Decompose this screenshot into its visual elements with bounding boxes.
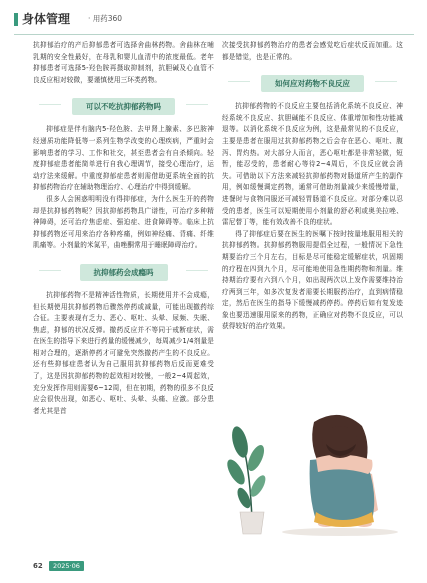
right-paragraph-2: 抗抑郁药物的不良反应主要包括消化系统不良反应、神经系统不良反应、抗胆碱能不良反应、体重增加和性功能减退等。以消化系统不良反应为例，这是最常见的不良反应，主要是患者在服用过抗抑郁药物之后会存在恶心、呕吐、腹泻、胃灼热。对大部分人而言，恶心呕吐都是非常轻微，短暂，能忍受的，患者耐心等待2~4周后，不良反应就会消失。可借助以下方法来减轻抗抑郁药物对肠道所产生的副作用，例如缓慢调定药物，通常可借助剂量减少来缓慢增量，进餐时与食物同服还可减轻胃肠道不良反应。对部分难以忍受的患者，医生可以短期使用小剂量的舒必利或奥美拉唑、雷尼替丁等，能有效改善不良的症状。 [222, 102, 403, 227]
plant-icon [224, 425, 269, 534]
section-heading-3 [222, 71, 403, 93]
woman-figure [310, 415, 378, 527]
column-subtitle: · 用药360 [88, 14, 123, 23]
left-paragraph-3: 很多人会困惑明明没有得抑郁症，为什么医生开的药物却是抗抑郁药物呢？因抗抑郁药物具广谱性，可治疗多种精神障碍，还可治疗焦虑症、强迫症、进食障碍等。临床上抗抑郁药物还可用来治疗各种疼痛，例如神经痛、背痛、纤维肌痛等。小剂量的米氮平，曲唑酮常用于睡眠障碍治疗。 [33, 194, 214, 250]
heading-decor-line [186, 104, 208, 105]
left-paragraph-2: 抑郁症是伴有脑内5-羟色胺、去甲肾上腺素、多巴胺神经递质功能降低等一系列生物学改变的心理疾病，严重时会影响患者的学习、工作和社交，甚至患者会有自杀倾向。轻度抑郁症患者能简单进行自我心理调节，接受心理治疗，运动疗法来缓解。中重度抑郁症患者则需借助更系统全面的抗抑郁药物治疗在辅助物理治疗、心理治疗中得到缓解。 [33, 125, 214, 192]
issue-badge: 2025·06 [49, 561, 84, 571]
heading-decor-line [39, 270, 61, 271]
right-paragraph-1: 次接受抗抑郁药物治疗的患者会感觉吃后症状反而加重。这都是错觉，也是正常的。 [222, 41, 403, 61]
right-paragraph-3: 得了抑郁症后要在医生的医嘱下按时按量地服用相关的抗抑郁药物。抗抑郁药物服用提倡全过程，一般情况下急性期要治疗三个月左右，目标是尽可能稳定缓解症状，巩固期的疗程在四到九个月，尽可能地使用急性期药物和剂量。维持期治疗要有六到八个月，如出现两次以上发作需要维持治疗两到三年，如多次复发者需要长期服药治疗，直到病情稳定，然后在医生的指导下缓慢减药停药。停药后如有复发迹象也要迅速服用原来的药物，正确应对药物不良反应，可以获得较好的治疗效果。 [222, 229, 403, 331]
page-footer [33, 561, 84, 573]
heading-decor-line [375, 81, 397, 82]
heading-decor-line [186, 270, 208, 271]
section-heading-label: 抗抑郁药会成瘾吗 [80, 264, 168, 281]
sad-woman-illustration [222, 400, 407, 538]
column-title: 身体管理 [22, 12, 71, 26]
section-heading-label: 可以不吃抗抑郁药物吗 [72, 98, 175, 115]
page-number: 62 [33, 562, 43, 570]
heading-decor-line [39, 104, 61, 105]
left-column [33, 40, 214, 417]
section-heading-1 [33, 94, 214, 116]
heading-decor-line [228, 81, 250, 82]
header-accent-bar [14, 13, 18, 26]
section-heading-2 [33, 260, 214, 282]
left-paragraph-1: 抗抑郁治疗的产后抑郁患者可选择舍曲林药物。舍曲林在哺乳期的安全性最好，在母乳和婴儿血清中的浓度最低。老年抑郁患者可选择5-羟色胺再摄取抑制剂，抗胆碱及心血管不良反应相对较微，要谨慎使用三环类药物。 [33, 41, 214, 84]
section-heading-label: 如何应对药物不良反应 [261, 75, 364, 92]
left-paragraph-4: 抗抑郁药物不是精神活性物质，长期使用并不会成瘾，但长期使用抗抑郁药物后骤然停药或减量，可能出现撤药综合征。主要表现有乏力、恶心、呕吐、头晕、尿频、失眠、焦虑，抑郁的状况反弹。撤药反应并不等同于戒断症状，需在医生的指导下来进行药量的缓慢减少，每周减少1/4剂量是相对合理的，逐渐停药才可避免突然撤药产生的不良反应。还有些抑郁症患者认为自己服用抗抑郁药物后反而更难受了，这是因抗抑郁药物的起效相对较慢，一般2~4周起效，充分发挥作用则需要6~12周，但在初期，药物的很多不良反应会很快出现，如恶心、呕吐、头晕、头痛、应激。部分患者尤其是首 [33, 290, 214, 415]
header-rule [14, 34, 414, 35]
right-column [222, 40, 403, 333]
